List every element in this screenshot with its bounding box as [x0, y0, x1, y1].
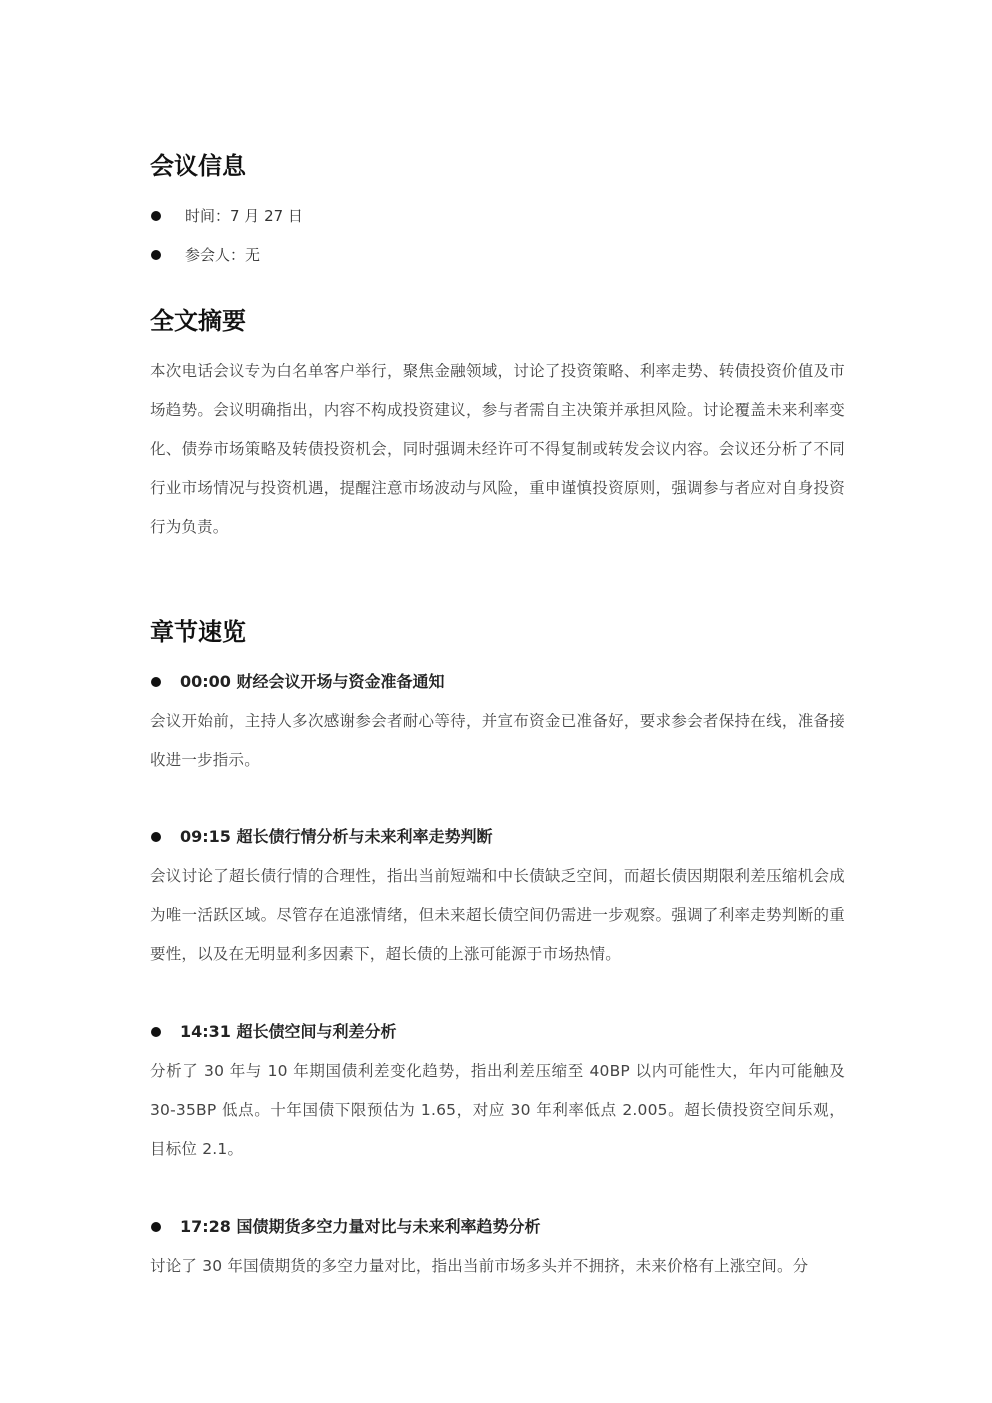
- meeting-attendees-text: 参会人：无: [185, 246, 261, 264]
- chapter-title: 17:28 国债期货多空力量对比与未来利率趋势分析: [180, 1217, 541, 1236]
- bullet-icon: [151, 1027, 161, 1037]
- bullet-icon: [151, 832, 161, 842]
- summary-paragraph: 本次电话会议专为白名单客户举行，聚焦金融领域，讨论了投资策略、利率走势、转债投资价值及市场趋势。会议明确指出，内容不构成投资建议，参与者需自主决策并承担风险。讨论覆盖未来利率变化、债券市场策略及转债投资机会，同时强调未经许可不得复制或转发会议内容。会议还分析了不同行业市场情况与投资机遇，提醒注意市场波动与风险，重申谨慎投资原则，强调参与者应对自身投资行为负责。: [150, 362, 845, 536]
- chapter-description: 分析了 30 年与 10 年期国债利差变化趋势，指出利差压缩至 40BP 以内可能性大，年内可能触及 30-35BP 低点。十年国债下限预估为 1.65，对应 30 年利率低点 2.005。超长债投资空间乐观，目标位 2.1。: [150, 1062, 845, 1158]
- meeting-time-text: 时间：7 月 27 日: [185, 207, 303, 225]
- chapter-title: 14:31 超长债空间与利差分析: [180, 1022, 397, 1041]
- bullet-icon: [151, 1222, 161, 1232]
- chapters-heading: 章节速览: [150, 618, 246, 646]
- bullet-icon: [151, 211, 161, 221]
- chapter-title: 09:15 超长债行情分析与未来利率走势判断: [180, 827, 493, 846]
- chapter-title: 00:00 财经会议开场与资金准备通知: [180, 672, 445, 691]
- chapter-description: 讨论了 30 年国债期货的多空力量对比，指出当前市场多头并不拥挤，未来价格有上涨空间。分: [150, 1257, 809, 1275]
- summary-heading: 全文摘要: [150, 307, 246, 335]
- bullet-icon: [151, 250, 161, 260]
- chapter-description: 会议讨论了超长债行情的合理性，指出当前短端和中长债缺乏空间，而超长债因期限利差压缩机会成为唯一活跃区域。尽管存在追涨情绪，但未来超长债空间仍需进一步观察。强调了利率走势判断的重要性，以及在无明显利多因素下，超长债的上涨可能源于市场热情。: [150, 867, 845, 963]
- meeting-info-heading: 会议信息: [150, 152, 246, 180]
- chapter-description: 会议开始前，主持人多次感谢参会者耐心等待，并宣布资金已准备好，要求参会者保持在线，准备接收进一步指示。: [150, 712, 845, 769]
- bullet-icon: [151, 677, 161, 687]
